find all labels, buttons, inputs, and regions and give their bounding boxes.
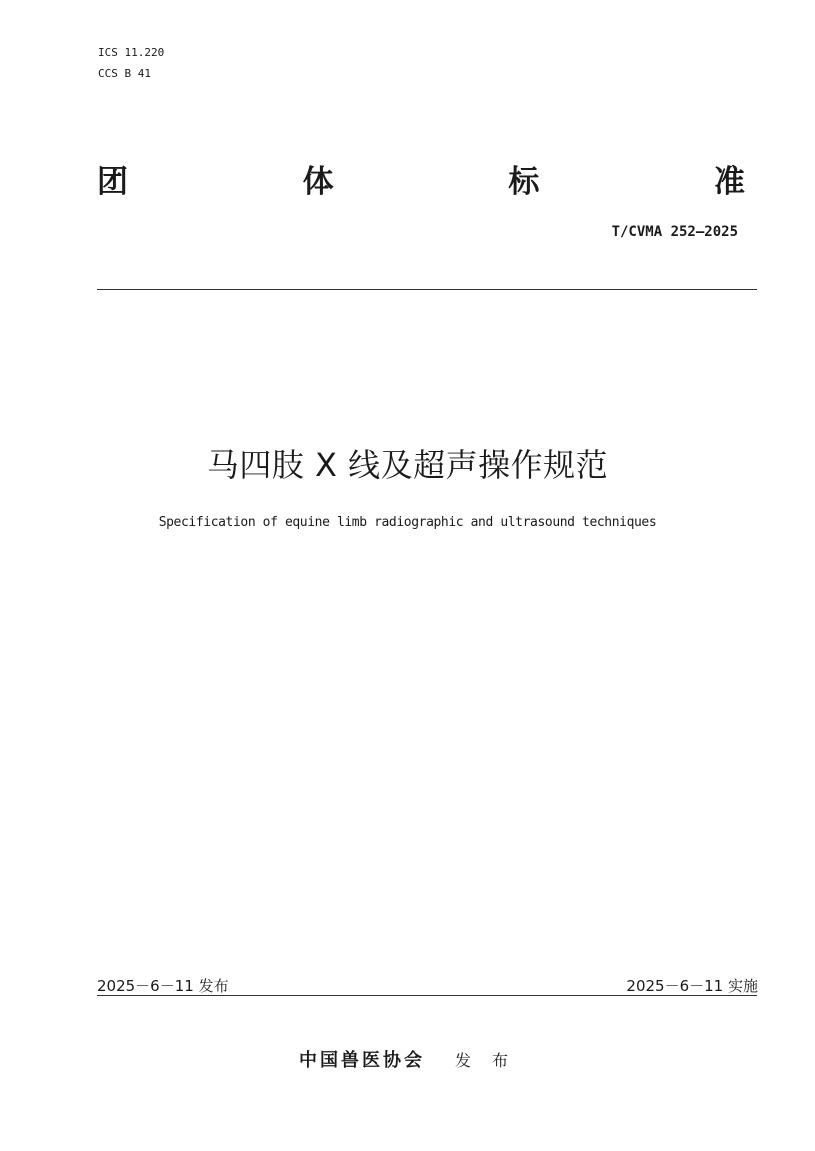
ccs-code: CCS B 41 — [98, 67, 151, 80]
footer-divider — [97, 995, 757, 996]
issue-date: 2025－6－11 发布 — [97, 977, 229, 995]
standard-type-char: 准 — [713, 163, 745, 200]
publisher-action: 发 布 — [454, 1051, 517, 1070]
standard-type-heading — [97, 156, 745, 200]
standard-type-char: 团 — [97, 163, 128, 200]
standard-number: T/CVMA 252—2025 — [611, 224, 738, 240]
ics-code: ICS 11.220 — [98, 46, 165, 59]
publisher-org: 中国兽医协会 — [298, 1050, 425, 1071]
standard-type-char: 体 — [302, 163, 334, 200]
implementation-date: 2025－6－11 实施 — [626, 977, 758, 995]
publisher-line — [0, 1046, 815, 1072]
title-english: Specification of equine limb radiographic and ultrasound techniques — [158, 515, 657, 530]
header-divider — [97, 289, 757, 290]
standard-type-char: 标 — [508, 163, 540, 200]
classification-codes — [98, 42, 164, 84]
title-chinese: 马四肢 X 线及超声操作规范 — [206, 446, 609, 484]
